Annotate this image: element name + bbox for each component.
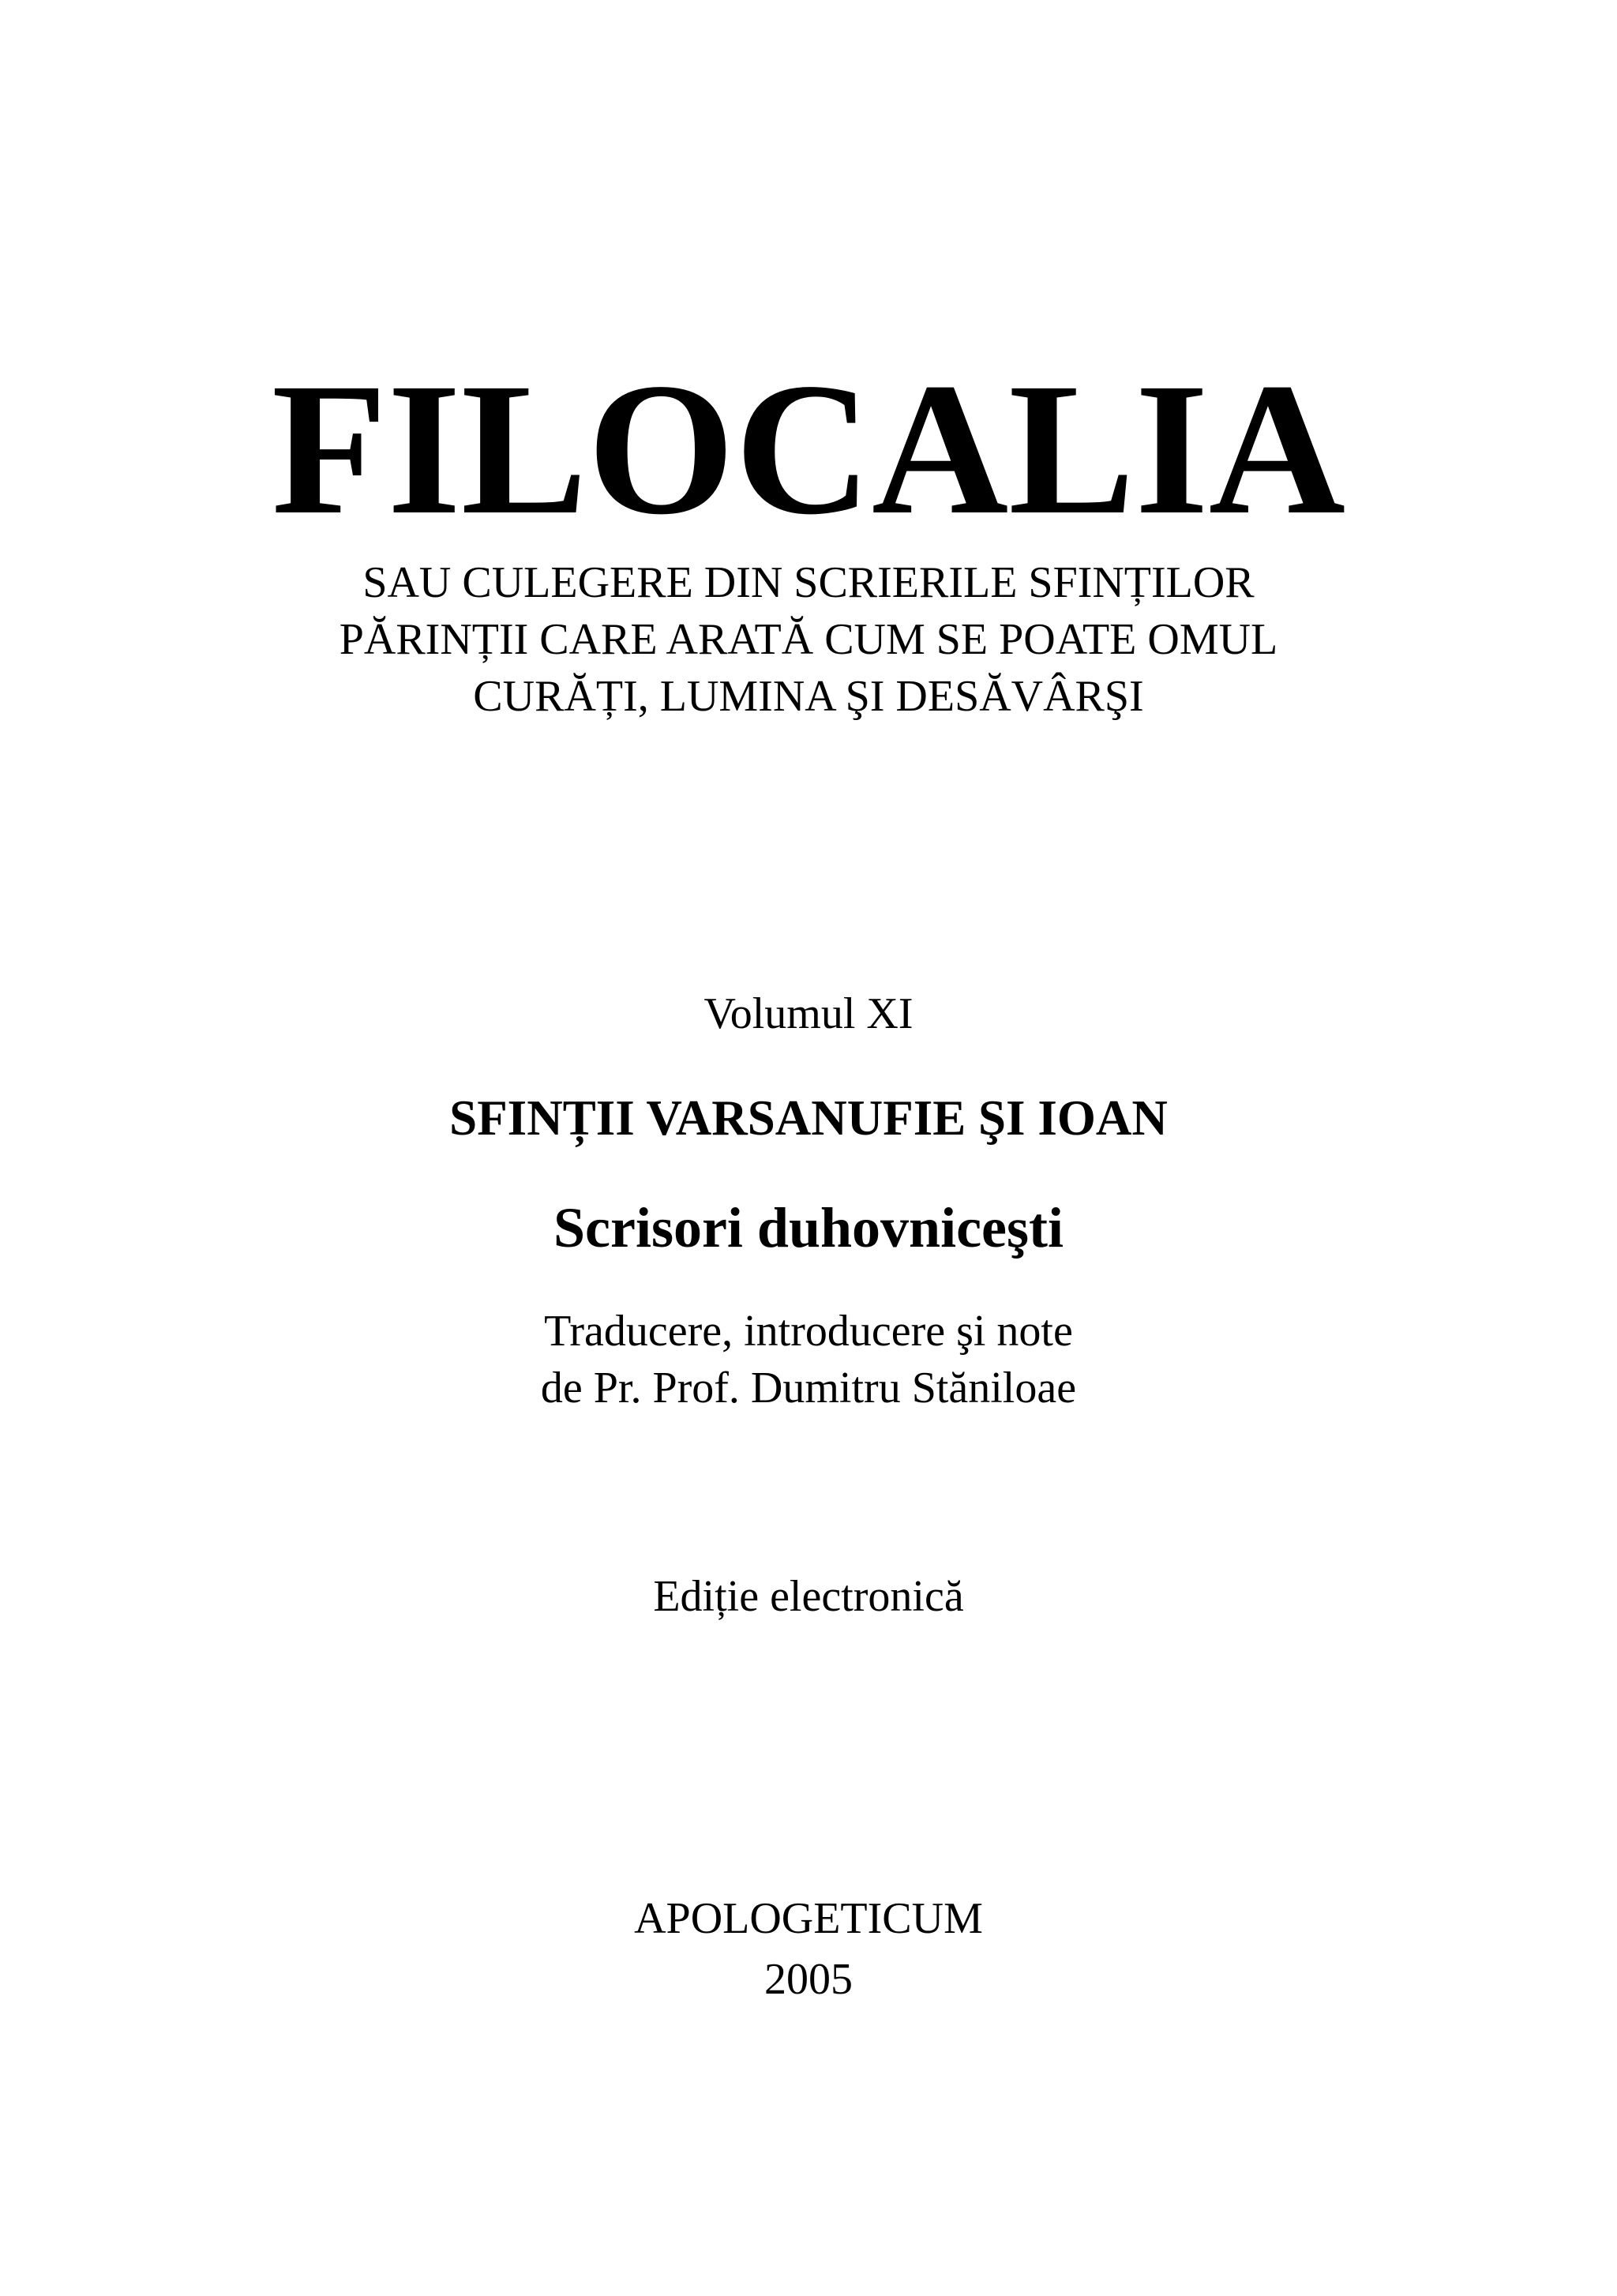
edition-note: Ediție electronică — [653, 1572, 964, 1621]
book-title: FILOCALIA — [271, 343, 1346, 553]
subtitle-line: CURĂȚI, LUMINA ŞI DESĂVÂRŞI — [473, 672, 1144, 721]
authors-heading: SFINȚII VARSANUFIE ŞI IOAN — [449, 1090, 1168, 1146]
work-title: Scrisori duhovniceşti — [553, 1196, 1064, 1259]
publisher-name: APOLOGETICUM — [634, 1894, 983, 1943]
volume-number: Volumul XI — [703, 989, 914, 1038]
credit-line: Traducere, introducere şi note — [544, 1307, 1073, 1356]
credit-line: de Pr. Prof. Dumitru Stăniloae — [540, 1364, 1077, 1412]
subtitle-line: PĂRINȚII CARE ARATĂ CUM SE POATE OMUL — [339, 615, 1278, 664]
subtitle-line: SAU CULEGERE DIN SCRIERILE SFINȚILOR — [362, 558, 1255, 607]
publication-year: 2005 — [764, 1955, 853, 2004]
